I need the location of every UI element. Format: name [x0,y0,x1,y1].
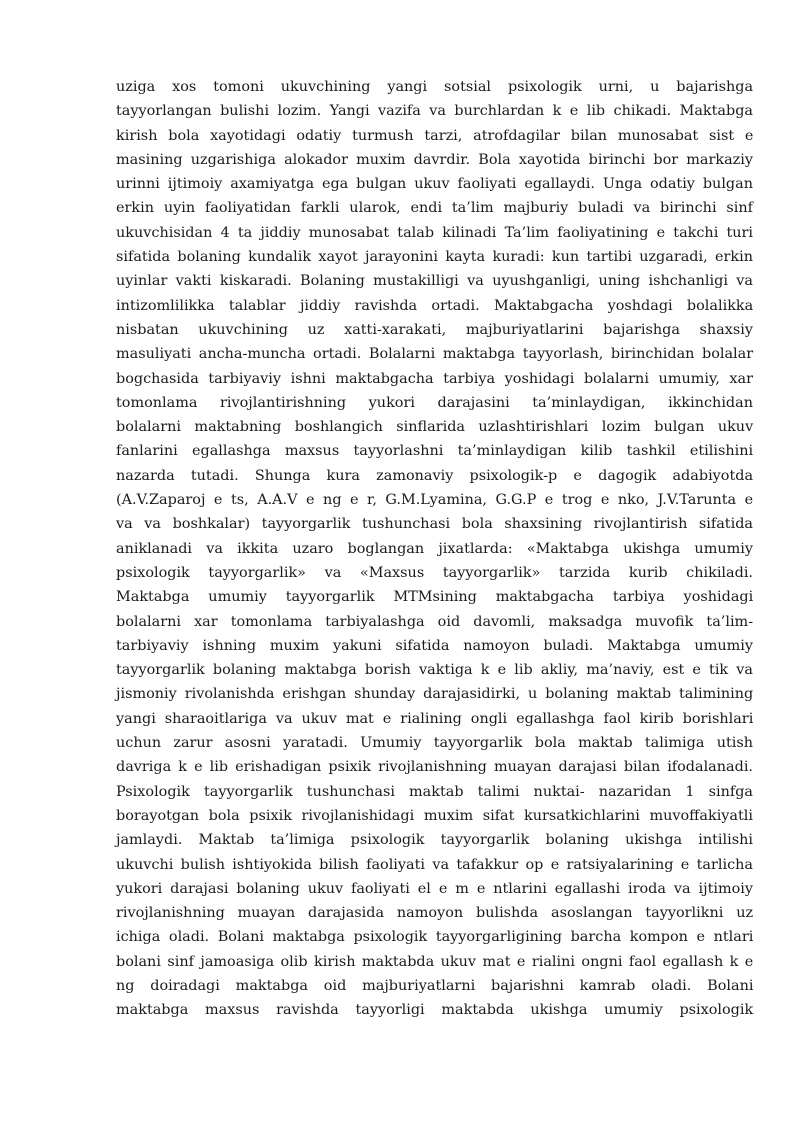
text-line: tayyorlangan bulishi lozim. Yangi vazifa va burchlardan k e lib chikadi. Maktabga [116,103,753,120]
text-line: Maktabga umumiy tayyorgarlik MTMsining maktabgacha tarbiya yoshidagi [116,589,754,606]
text-line: nazarda tutadi. Shunga kura zamonaviy psixologik-p e dagogik adabiyotda [116,467,754,484]
text-line: bolani sinf jamoasiga olib kirish maktabda ukuv mat e rialini ongni faol egallash k e [116,953,754,970]
text-line: masuliyati ancha-muncha ortadi. Bolalarni maktabga tayyorlash, birinchidan bolalar [116,346,754,363]
text-line: uziga xos tomoni ukuvchining yangi sotsial psixologik urni, u bajarishga [116,79,754,95]
text-line: urinni ijtimoiy axamiyatga ega bulgan ukuv faoliyati egallaydi. Unga odatiy bulgan [116,176,753,193]
text-line: psixologik tayyorgarlik» va «Maxsus tayyorgarlik» tarzida kurib chikiladi. [116,564,753,581]
text-line: (A.V.Zaparoj e ts, A.A.V e ng e r, G.M.Lyamina, G.G.P e trog e nko, J.V.Tarunta e [116,492,754,509]
text-line: ng doiradagi maktabga oid majburiyatlarni bajarishni kamrab oladi. Bolani [116,977,754,994]
text-line: aniklanadi va ikkita uzaro boglangan jixatlarda: «Maktabga ukishga umumiy [116,540,753,557]
text-line: borayotgan bola psixik rivojlanishidagi muxim sifat kursatkichlarini muvoffakiyatli [116,807,753,824]
text-line: nisbatan ukuvchining uz xatti-xarakati, majburiyatlarini bajarishga shaxsiy [116,321,753,338]
text-line: va va boshkalar) tayyorgarlik tushunchasi bola shaxsining rivojlantirish sifatida [116,516,753,533]
text-line: tomonlama rivojlantirishning yukori darajasini ta’minlaydigan, ikkinchidan [116,394,753,411]
text-line: yukori darajasi bolaning ukuv faoliyati el e m e ntlarini egallashi iroda va ijtimoiy [116,880,753,897]
text-line: intizomlilikka talablar jiddiy ravishda ortadi. Maktabgacha yoshdagi bolalikka [116,297,754,314]
text-line: yangi sharaoitlariga va ukuv mat e rialining ongli egallashga faol kirib borishlari [116,710,754,727]
body-text [116,75,753,1023]
text-line: tarbiyaviy ishning muxim yakuni sifatida namoyon buladi. Maktabga umumiy [116,637,753,654]
text-line: uchun zarur asosni yaratadi. Umumiy tayyorgarlik bola maktab talimiga utish [116,735,753,752]
text-line: masining uzgarishiga alokador muxim davrdir. Bola xayotida birinchi bor markaziy [116,151,753,168]
text-line: davriga k e lib erishadigan psixik rivojlanishning muayan darajasi bilan ifodalanadi. [116,759,753,776]
text-line: bolalarni maktabning boshlangich sinflarida uzlashtirishlari lozim bulgan ukuv [116,419,754,436]
text-line: jismoniy rivolanishda erishgan shunday darajasidirki, u bolaning maktab talimining [116,686,754,703]
text-line: tayyorgarlik bolaning maktabga borish vaktiga k e lib akliy, ma’naviy, est e tik va [116,662,753,679]
text-line: bogchasida tarbiyaviy ishni maktabgacha tarbiya yoshidagi bolalarni umumiy, xar [116,370,753,387]
text-line: ichiga oladi. Bolani maktabga psixologik tayyorgarligining barcha kompon e ntlari [116,929,754,946]
text-line: uyinlar vakti kiskaradi. Bolaning mustakilligi va uyushganligi, uning ishchanligi va [116,273,754,290]
text-line: rivojlanishning muayan darajasida namoyon bulishda asoslangan tayyorlikni uz [116,905,754,922]
text-line: ukuvchi bulish ishtiyokida bilish faoliyati va tafakkur op e ratsiyalarining e tarlicha [116,856,753,873]
text-line: erkin uyin faoliyatidan farkli ularok, endi ta’lim majburiy buladi va birinchi sinf [116,200,753,217]
text-line: maktabga maxsus ravishda tayyorligi maktabda ukishga umumiy psixologik [116,1002,754,1019]
text-line: kirish bola xayotidagi odatiy turmush tarzi, atrofdagilar bilan munosabat sist e [116,127,754,144]
text-line: ukuvchisidan 4 ta jiddiy munosabat talab kilinadi Ta’lim faoliyatining e takchi turi [116,224,753,241]
text-line: fanlarini egallashga maxsus tayyorlashni ta’minlaydigan kilib tashkil etilishini [116,443,754,460]
text-line: sifatida bolaning kundalik xayot jarayonini kayta kuradi: kun tartibi uzgaradi, erkin [116,249,753,266]
text-line: jamlaydi. Maktab ta’limiga psixologik tayyorgarlik bolaning ukishga intilishi [116,832,753,849]
text-line: bolalarni xar tomonlama tarbiyalashga oid davomli, maksadga muvofik ta’lim- [116,613,754,630]
text-line: Psixologik tayyorgarlik tushunchasi maktab talimi nuktai- nazaridan 1 sinfga [116,783,753,800]
